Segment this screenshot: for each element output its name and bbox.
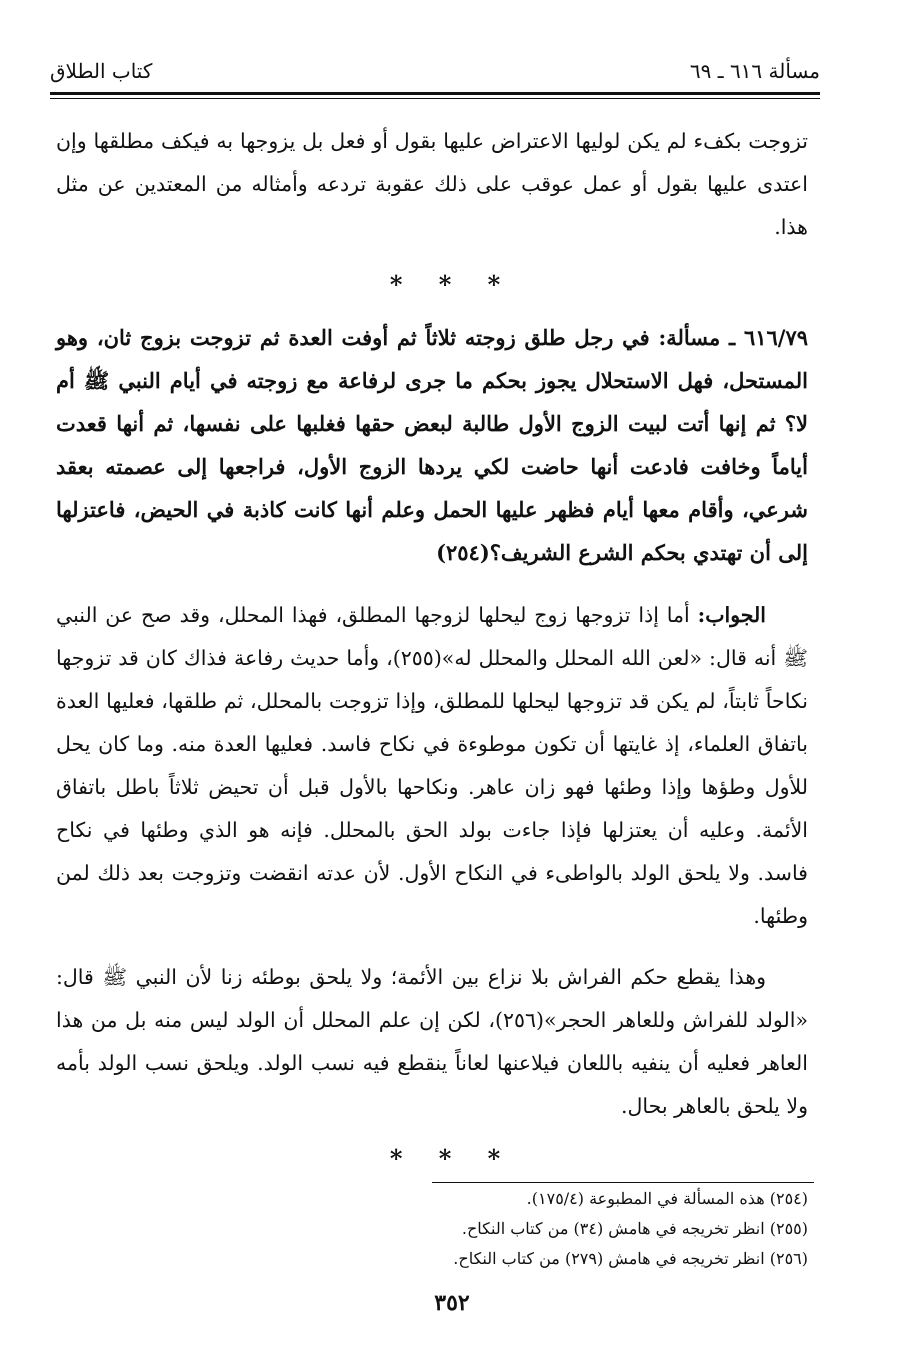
header-rule-thick	[50, 92, 820, 95]
footnote-256: (٢٥٦) انظر تخريجه في هامش (٢٧٩) من كتاب النكاح.	[453, 1249, 808, 1268]
page-number: ٣٥٢	[434, 1290, 470, 1316]
footnote-rule	[432, 1182, 814, 1183]
answer-label: الجواب:	[697, 603, 766, 627]
header-book-title: كتاب الطلاق	[50, 59, 153, 83]
answer-paragraph	[56, 594, 808, 938]
question-paragraph	[56, 316, 808, 574]
header-issue-range: مسألة ٦١٦ ـ ٦٩	[689, 59, 820, 83]
question-text: في رجل طلق زوجته ثلاثاً ثم أوفت العدة ثم تزوجت بزوج ثان، وهو المستحل، فهل الاستحلال يجوز بحكم ما جرى لرفاعة مع زوجته في أيام النبي ﷺ أم لا؟ ثم إنها أتت لبيت الزوج الأول طالبة لبعض حقها فغلبها على نفسها، ثم أنها قعدت أياماً وخافت فادعت أنها حاضت لكي يردها الزوج الأول، فراجعها إلى عصمته بعقد شرعي، وأقام معها أيام فظهر عليها الحمل وعلم أنها كانت كاذبة في الحيض، فاعتزلها إلى أن تهتدي بحكم الشرع الشريف؟(٢٥٤)	[56, 325, 808, 565]
footnote-255: (٢٥٥) انظر تخريجه في هامش (٣٤) من كتاب النكاح.	[461, 1219, 808, 1238]
section-separator: * * *	[389, 270, 515, 299]
intro-paragraph: تزوجت بكفء لم يكن لوليها الاعتراض عليها بقول أو فعل بل يزوجها به فيكف مطلقها وإن اعتدى عليها بقول أو عمل عوقب على ذلك عقوبة تردعه وأمثاله من المعتدين عن مثل هذا.	[56, 129, 808, 239]
question-number: ٦١٦/٧٩ ـ مسألة:	[658, 325, 809, 350]
closing-separator: * * *	[389, 1144, 515, 1173]
footnote-254: (٢٥٤) هذه المسألة في المطبوعة (١٧٥/٤).	[526, 1189, 808, 1208]
answer-text: أما إذا تزوجها زوج ليحلها لزوجها المطلق، فهذا المحلل، وقد صح عن النبي ﷺ أنه قال: «لعن الله المحلل والمحلل له»(٢٥٥)، وأما حديث رفاعة فذاك كان قد تزوجها نكاحاً ثابتاً، لم يكن قد تزوجها ليحلها للمطلق، وإذا تزوجت بالمحلل، ثم طلقها، فعليها العدة باتفاق العلماء، إذ غايتها أن تكون موطوءة في نكاح فاسد. فعليها العدة منه. وما كان يحل للأول وطؤها وإذا وطئها فهو زان عاهر. ونكاحها بالأول قبل أن تحيض ثلاثاً باطل باتفاق الأئمة. وعليه أن يعتزلها فإذا جاءت بولد الحق بالمحلل. فإنه هو الذي وطئها في نكاح فاسد. ولا يلحق الولد بالواطىء في النكاح الأول. لأن عدته انقضت وتزوجت بعد ذلك لمن وطئها.	[56, 603, 808, 928]
paragraph-three: وهذا يقطع حكم الفراش بلا نزاع بين الأئمة؛ ولا يلحق بوطئه زنا لأن النبي ﷺ قال: «الولد للفراش وللعاهر الحجر»(٢٥٦)، لكن إن علم المحلل أن الولد ليس منه بل من هذا العاهر فعليه أن ينفيه باللعان فيلاعنها لعاناً ينقطع فيه نسب الولد. ويلحق نسب الولد بأمه ولا يلحق بالعاهر بحال.	[56, 965, 808, 1118]
header-rule-thin	[50, 98, 820, 99]
running-header	[50, 54, 820, 88]
